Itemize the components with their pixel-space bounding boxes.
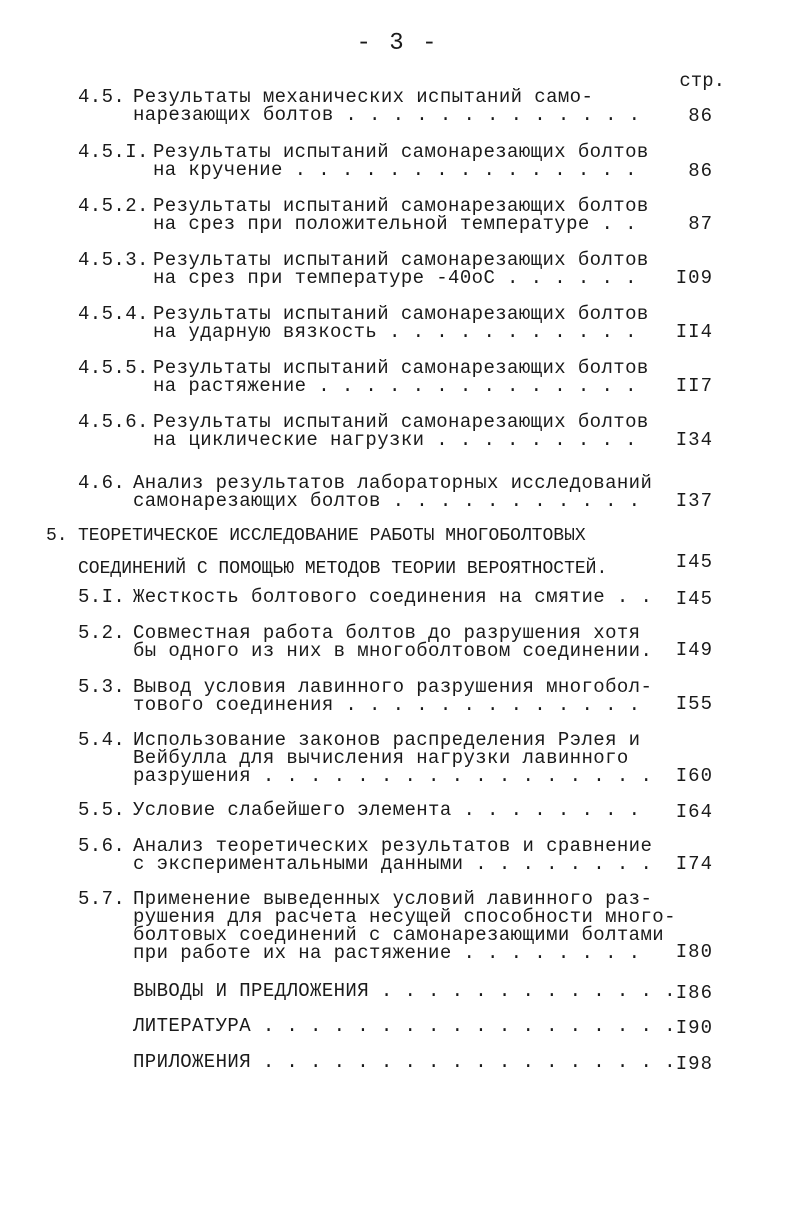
toc-entry-line: на растяжение . . . . . . . . . . . . . . bbox=[153, 375, 637, 397]
toc-entry-number: 4.5.I. bbox=[78, 141, 149, 163]
toc-entry-number: 4.5.3. bbox=[78, 249, 149, 271]
toc-entry-line: Вейбулла для вычисления нагрузки лавинного bbox=[133, 747, 629, 769]
toc-entry-line: Условие слабейшего элемента . . . . . . . . bbox=[133, 799, 641, 821]
toc-entry-line: на кручение . . . . . . . . . . . . . . . bbox=[153, 159, 637, 181]
toc-entry-line: Совместная работа болтов до разрушения хотя bbox=[133, 622, 641, 644]
toc-entry-line: ЛИТЕРАТУРА . . . . . . . . . . . . . . . . . . bbox=[133, 1015, 676, 1037]
toc-entry-number: 4.5. bbox=[78, 86, 126, 108]
toc-entry-number: 5.6. bbox=[78, 835, 126, 857]
toc-entry-number: 5.4. bbox=[78, 729, 126, 751]
toc-entry-page: I86 bbox=[675, 982, 713, 1004]
toc-entry-page: I09 bbox=[675, 267, 713, 289]
toc-entry-page: I74 bbox=[675, 853, 713, 875]
toc-entry-line: самонарезающих болтов . . . . . . . . . . . bbox=[133, 490, 641, 512]
toc-entry-page: I98 bbox=[675, 1053, 713, 1075]
toc-entry-line: бы одного из них в многоболтовом соединении. bbox=[133, 640, 653, 662]
toc-entry-line: Применение выведенных условий лавинного раз- bbox=[133, 888, 653, 910]
toc-entry-number: 5.I. bbox=[78, 586, 126, 608]
toc-entry-number: 4.5.4. bbox=[78, 303, 149, 325]
toc-entry-line: ПРИЛОЖЕНИЯ . . . . . . . . . . . . . . . . . . bbox=[133, 1051, 676, 1073]
toc-entry-line: Результаты испытаний самонарезающих болтов bbox=[153, 195, 649, 217]
toc-entry-number: 5.2. bbox=[78, 622, 126, 644]
toc-entry-line: Анализ теоретических результатов и сравнение bbox=[133, 835, 653, 857]
toc-entry-line: Жесткость болтового соединения на смятие . . bbox=[133, 586, 653, 608]
toc-entry-number: 5.7. bbox=[78, 888, 126, 910]
toc-entry-page: 86 bbox=[688, 160, 713, 182]
toc-entry-page: 86 bbox=[688, 105, 713, 127]
toc-entry-line: Использование законов распределения Рэлея и bbox=[133, 729, 641, 751]
toc-entry-line: болтовых соединений с самонарезающими болтами bbox=[133, 924, 665, 946]
toc-entry-number: 4.5.2. bbox=[78, 195, 149, 217]
toc-entry-page: I34 bbox=[675, 429, 713, 451]
toc-entry-line: с экспериментальными данными . . . . . . . . bbox=[133, 853, 653, 875]
toc-entry-line: Результаты испытаний самонарезающих болтов bbox=[153, 249, 649, 271]
toc-entry-page: I90 bbox=[675, 1017, 713, 1039]
toc-entry-page: I64 bbox=[675, 801, 713, 823]
toc-entry-number: 5.3. bbox=[78, 676, 126, 698]
toc-entry-number: 4.6. bbox=[78, 472, 126, 494]
toc-entry-page: 87 bbox=[688, 213, 713, 235]
toc-entry-line: Результаты механических испытаний само- bbox=[133, 86, 594, 108]
toc-entry-page: I60 bbox=[675, 765, 713, 787]
toc-entry-line: ВЫВОДЫ И ПРЕДЛОЖЕНИЯ . . . . . . . . . . . . . bbox=[133, 980, 676, 1002]
page-number: - 3 - bbox=[356, 30, 439, 57]
toc-entry-page: I49 bbox=[675, 639, 713, 661]
toc-entry-page: I45 bbox=[675, 588, 713, 610]
toc-entry-page: I45 bbox=[675, 551, 713, 573]
toc-entry-page: I37 bbox=[675, 490, 713, 512]
toc-entry-page: II7 bbox=[675, 375, 713, 397]
toc-entry-line: ТЕОРЕТИЧЕСКОЕ ИССЛЕДОВАНИЕ РАБОТЫ МНОГОБОЛТОВЫХ bbox=[78, 526, 586, 546]
toc-entry-line: на срез при положительной температуре . . bbox=[153, 213, 637, 235]
toc-entry-number: 5. bbox=[46, 526, 68, 546]
toc-entry-page: II4 bbox=[675, 321, 713, 343]
toc-entry-line: Вывод условия лавинного разрушения многобол- bbox=[133, 676, 653, 698]
toc-entry-line: разрушения . . . . . . . . . . . . . . . . . bbox=[133, 765, 653, 787]
page-column-label: стр. bbox=[679, 70, 725, 92]
toc-entry-line: рушения для расчета несущей способности много- bbox=[133, 906, 676, 928]
toc-entry-number: 4.5.5. bbox=[78, 357, 149, 379]
toc-entry-line: тового соединения . . . . . . . . . . . . . bbox=[133, 694, 641, 716]
toc-entry-line: на срез при температуре -40оС . . . . . . bbox=[153, 267, 637, 289]
toc-entry-page: I80 bbox=[675, 941, 713, 963]
toc-entry-line: СОЕДИНЕНИЙ С ПОМОЩЬЮ МЕТОДОВ ТЕОРИИ ВЕРОЯТНОСТЕЙ. bbox=[78, 559, 608, 579]
toc-entry-line: на ударную вязкость . . . . . . . . . . . bbox=[153, 321, 637, 343]
toc-entry-line: на циклические нагрузки . . . . . . . . . bbox=[153, 429, 637, 451]
toc-entry-page: I55 bbox=[675, 693, 713, 715]
toc-entry-line: Результаты испытаний самонарезающих болтов bbox=[153, 357, 649, 379]
toc-entry-number: 5.5. bbox=[78, 799, 126, 821]
toc-entry-line: при работе их на растяжение . . . . . . . . bbox=[133, 942, 641, 964]
toc-entry-line: Анализ результатов лабораторных исследований bbox=[133, 472, 653, 494]
toc-entry-number: 4.5.6. bbox=[78, 411, 149, 433]
toc-entry-line: Результаты испытаний самонарезающих болтов bbox=[153, 303, 649, 325]
toc-entry-line: Результаты испытаний самонарезающих болтов bbox=[153, 141, 649, 163]
toc-entry-line: Результаты испытаний самонарезающих болтов bbox=[153, 411, 649, 433]
toc-entry-line: нарезающих болтов . . . . . . . . . . . . . bbox=[133, 104, 641, 126]
